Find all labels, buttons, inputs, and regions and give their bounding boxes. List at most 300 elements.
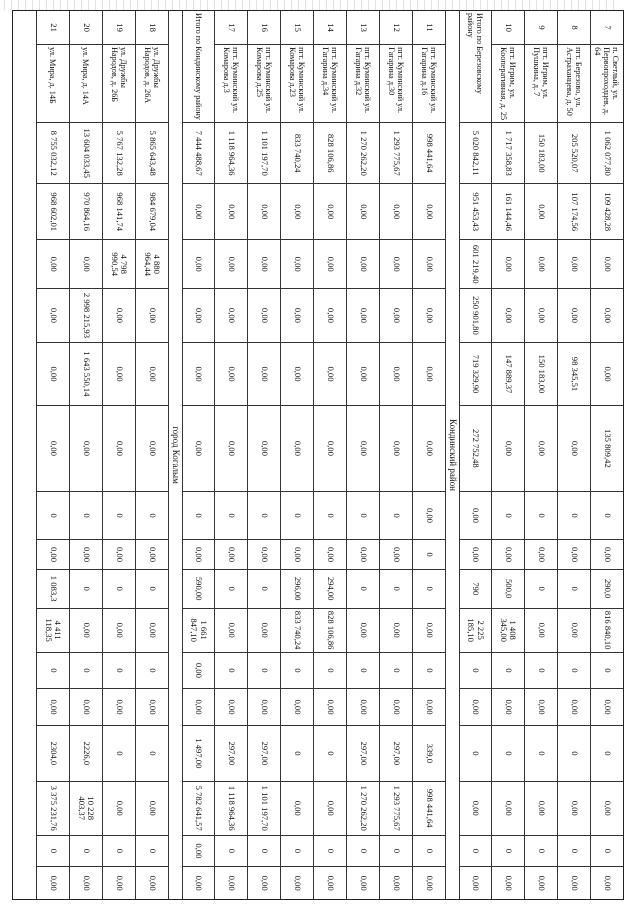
value-cell: 5 865 643,48: [136, 123, 168, 184]
row-number: 19: [103, 11, 135, 45]
value-cell: 0,00: [37, 343, 69, 406]
value-cell: 0: [460, 653, 491, 690]
value-cell: 0,00: [536, 875, 547, 891]
value-cell: 4 411 118,35: [37, 609, 69, 653]
value-cell: 0,00: [347, 184, 379, 240]
value-cell: 13 604 033,45: [70, 123, 102, 184]
value-cell: 98 345,51: [558, 343, 590, 406]
section-title: Кондинский район: [448, 419, 459, 491]
address-cell: пгт. Куминский ул. Гагарина д.16: [413, 45, 445, 123]
value-cell: 0: [314, 726, 346, 782]
value-cell: 0,00: [347, 609, 379, 653]
value-cell: 0: [103, 570, 135, 609]
value-cell: 10 228 403,37: [70, 782, 102, 836]
value-cell: 297,00: [380, 726, 412, 782]
table-row: [135, 11, 168, 899]
value-cell: 135 809,42: [591, 406, 623, 491]
value-cell: 0,00: [248, 343, 280, 406]
value-cell: 0,00: [347, 289, 379, 343]
row-number: 11: [413, 11, 445, 45]
table-row: [247, 11, 280, 899]
value-cell: 0: [70, 836, 102, 868]
value-cell: 0: [215, 570, 247, 609]
value-cell: 0,00: [183, 289, 214, 343]
row-number: 7: [591, 11, 623, 45]
value-cell: 0,00: [492, 289, 524, 343]
value-cell: 0: [492, 726, 524, 782]
value-cell: 0: [70, 653, 102, 690]
total-label: Итого по Кондинскому району: [183, 11, 214, 123]
value-cell: 0: [215, 836, 247, 868]
row-number: 10: [492, 11, 524, 45]
value-cell: 1 270 262,20: [347, 782, 379, 836]
value-cell: 0: [314, 653, 346, 690]
value-cell: 0,00: [591, 689, 623, 726]
value-cell: 0,00: [37, 289, 69, 343]
value-cell: 790: [460, 570, 491, 609]
value-cell: 0,00: [37, 540, 69, 569]
value-cell: 0,00: [347, 540, 379, 569]
value-cell: 0,00: [281, 782, 313, 836]
row-number: 8: [558, 11, 590, 45]
value-cell: 998 441,64: [413, 123, 445, 184]
value-cell: 0,00: [37, 406, 69, 491]
address-cell: пгт. Куминский ул. Комарова д.25: [248, 45, 280, 123]
address-cell: ул. Мира, д. 14А: [70, 45, 102, 123]
value-cell: 0: [314, 836, 346, 868]
value-cell: 0: [460, 726, 491, 782]
value-cell: 0,00: [424, 875, 435, 891]
value-cell: 1 101 197,70: [248, 782, 280, 836]
section-title: город Когалым: [171, 426, 182, 484]
value-cell: 0,00: [558, 609, 590, 653]
value-cell: 0: [248, 492, 280, 541]
table-row: [214, 11, 247, 899]
value-cell: 833 740,24: [281, 609, 313, 653]
value-cell: 0,00: [558, 406, 590, 491]
value-cell: 0,00: [147, 875, 158, 891]
value-cell: 0,00: [591, 343, 623, 406]
value-cell: 0,00: [591, 240, 623, 289]
value-cell: 0,00: [37, 240, 69, 289]
address-cell: пгт. Куминский ул. Гагарина д.32: [347, 45, 379, 123]
value-cell: 0,00: [525, 240, 557, 289]
value-cell: 0: [525, 570, 557, 609]
value-cell: 0,00: [215, 240, 247, 289]
value-cell: 0,00: [413, 240, 445, 289]
value-cell: 0,00: [525, 782, 557, 836]
value-cell: 0: [413, 570, 445, 609]
value-cell: 0,00: [413, 343, 445, 406]
value-cell: 5 782 641,57: [183, 782, 214, 836]
value-cell: 0: [314, 492, 346, 541]
total-label: Итого по Березовскому району: [460, 11, 491, 123]
value-cell: 0,00: [492, 689, 524, 726]
address-cell: п. Светлый, ул. Первопроходцев, д. 64: [591, 45, 623, 123]
value-cell: 0,00: [314, 782, 346, 836]
value-cell: 0: [591, 836, 623, 868]
row-number: 15: [281, 11, 313, 45]
value-cell: 0,00: [525, 689, 557, 726]
value-cell: 0,00: [136, 782, 168, 836]
value-cell: 109 428,28: [591, 184, 623, 240]
value-cell: 0,00: [136, 289, 168, 343]
value-cell: 0,00: [215, 609, 247, 653]
value-cell: 150 183,00: [525, 343, 557, 406]
value-cell: 0: [37, 492, 69, 541]
value-cell: 0,00: [215, 540, 247, 569]
value-cell: 0,00: [248, 184, 280, 240]
value-cell: 1 661 847,10: [183, 609, 214, 653]
value-cell: 7 444 488,67: [183, 123, 214, 184]
value-cell: 0,00: [471, 875, 482, 891]
value-cell: 0: [136, 836, 168, 868]
value-cell: 8 755 032,12: [37, 123, 69, 184]
value-cell: 0,00: [558, 689, 590, 726]
section-header-row: [168, 11, 182, 899]
value-cell: 107 174,56: [558, 184, 590, 240]
table-row: [557, 11, 590, 899]
value-cell: 0: [380, 836, 412, 868]
value-cell: 828 106,86: [314, 123, 346, 184]
value-cell: 0: [525, 492, 557, 541]
value-cell: 0,00: [281, 184, 313, 240]
value-cell: 4 880 964,44: [136, 240, 168, 289]
value-cell: 970 864,16: [70, 184, 102, 240]
value-cell: 1 717 358,83: [492, 123, 524, 184]
value-cell: 0,00: [413, 689, 445, 726]
value-cell: 0,00: [70, 609, 102, 653]
value-cell: 500,0: [492, 570, 524, 609]
value-cell: 0,00: [380, 609, 412, 653]
value-cell: 0,00: [136, 609, 168, 653]
value-cell: 0,00: [558, 240, 590, 289]
value-cell: 0,00: [136, 540, 168, 569]
value-cell: 0,00: [492, 782, 524, 836]
value-cell: 150 183,00: [525, 123, 557, 184]
value-cell: 0,00: [492, 540, 524, 569]
value-cell: 0: [37, 653, 69, 690]
value-cell: 294,00: [314, 570, 346, 609]
value-cell: 984 679,04: [136, 184, 168, 240]
value-cell: 0,00: [248, 289, 280, 343]
value-cell: 0: [525, 653, 557, 690]
value-cell: 0,00: [70, 540, 102, 569]
table-row: [412, 11, 445, 899]
rotated-table-wrapper: [12, 0, 624, 905]
value-cell: 1 293 775,67: [380, 782, 412, 836]
value-cell: 828 106,86: [314, 609, 346, 653]
value-cell: 0,00: [183, 240, 214, 289]
value-cell: 719 329,90: [460, 343, 491, 406]
value-cell: 0: [591, 726, 623, 782]
value-cell: 0: [413, 836, 445, 868]
row-number: 13: [347, 11, 379, 45]
value-cell: 0,00: [281, 406, 313, 491]
value-cell: 297,00: [215, 726, 247, 782]
value-cell: 0,00: [103, 609, 135, 653]
value-cell: 1 062 077,80: [591, 123, 623, 184]
value-cell: 339,0: [413, 726, 445, 782]
value-cell: 0,00: [183, 406, 214, 491]
value-cell: 601 219,40: [460, 240, 491, 289]
row-number: 14: [314, 11, 346, 45]
value-cell: 2 225 185,10: [460, 609, 491, 653]
value-cell: 0,00: [413, 609, 445, 653]
table-row: [590, 11, 623, 899]
value-cell: 1 643 550,14: [70, 343, 102, 406]
row-number: 20: [70, 11, 102, 45]
value-cell: 0,00: [347, 240, 379, 289]
value-cell: 5 767 132,28: [103, 123, 135, 184]
row-number: 9: [525, 11, 557, 45]
value-cell: 0,00: [558, 540, 590, 569]
value-cell: 0,00: [380, 689, 412, 726]
value-cell: 290,0: [591, 570, 623, 609]
value-cell: 0: [492, 836, 524, 868]
value-cell: 0: [103, 836, 135, 868]
value-cell: 0,00: [103, 540, 135, 569]
value-cell: 951 453,43: [460, 184, 491, 240]
value-cell: 0,00: [183, 184, 214, 240]
value-cell: 0,00: [70, 406, 102, 491]
value-cell: 968 141,74: [103, 184, 135, 240]
value-cell: 0,00: [215, 289, 247, 343]
value-cell: 0,00: [48, 875, 59, 891]
value-cell: 0,00: [215, 343, 247, 406]
value-cell: 0,00: [525, 609, 557, 653]
value-cell: 0,00: [413, 289, 445, 343]
value-cell: 0,00: [591, 289, 623, 343]
value-cell: 0: [591, 492, 623, 541]
margin-dotted-line: [0, 0, 614, 10]
table-row: [524, 11, 557, 899]
value-cell: 0,00: [525, 540, 557, 569]
value-cell: 0,00: [194, 875, 205, 891]
value-cell: 0: [136, 570, 168, 609]
value-cell: 1 118 964,36: [215, 123, 247, 184]
value-cell: 1 118 964,36: [215, 782, 247, 836]
value-cell: 0: [558, 653, 590, 690]
value-cell: 0,00: [136, 689, 168, 726]
value-cell: 0: [136, 726, 168, 782]
value-cell: 0: [136, 653, 168, 690]
value-cell: 0,00: [281, 343, 313, 406]
value-cell: 0,00: [314, 540, 346, 569]
value-cell: 0: [460, 836, 491, 868]
value-cell: 0,00: [248, 689, 280, 726]
value-cell: 0: [591, 653, 623, 690]
value-cell: 0,00: [325, 875, 336, 891]
value-cell: 0,00: [380, 540, 412, 569]
value-cell: 0,00: [492, 240, 524, 289]
section-header-row: [445, 11, 459, 899]
address-cell: пгт. Куминский ул. Комарова д.23: [281, 45, 313, 123]
value-cell: 0,00: [460, 689, 491, 726]
table-row: [313, 11, 346, 899]
value-cell: 0: [347, 653, 379, 690]
value-cell: 0: [380, 570, 412, 609]
value-cell: 998 441,64: [413, 782, 445, 836]
value-cell: 5 020 842,11: [460, 123, 491, 184]
address-cell: пгт. Куминский ул. Гагарина д.30: [380, 45, 412, 123]
value-cell: 0,00: [314, 689, 346, 726]
value-cell: 1 083,3: [37, 570, 69, 609]
address-cell: пгт. Куминский ул. Гагарина д.34: [314, 45, 346, 123]
value-cell: 205 520,07: [558, 123, 590, 184]
value-cell: 0,00: [460, 492, 491, 541]
value-cell: 0: [347, 836, 379, 868]
value-cell: 0,00: [281, 689, 313, 726]
value-cell: 0,00: [558, 782, 590, 836]
value-cell: 297,00: [248, 726, 280, 782]
value-cell: 0: [281, 836, 313, 868]
value-cell: 0,00: [183, 343, 214, 406]
value-cell: 0: [525, 726, 557, 782]
row-number: 12: [380, 11, 412, 45]
value-cell: 0,00: [460, 782, 491, 836]
value-cell: 3 375 231,76: [37, 782, 69, 836]
value-cell: 0: [558, 570, 590, 609]
value-cell: 833 740,24: [281, 123, 313, 184]
value-cell: 0,00: [314, 406, 346, 491]
value-cell: 296,00: [281, 570, 313, 609]
value-cell: 0,00: [391, 875, 402, 891]
address-cell: ул. Мира, д. 14Б: [37, 45, 69, 123]
total-row: [182, 11, 214, 899]
value-cell: 0,00: [103, 689, 135, 726]
value-cell: 4 798 990,54: [103, 240, 135, 289]
value-cell: 147 889,37: [492, 343, 524, 406]
value-cell: 0,00: [183, 540, 214, 569]
value-cell: 0,00: [413, 406, 445, 491]
value-cell: 0,00: [248, 406, 280, 491]
value-cell: 0,00: [525, 406, 557, 491]
value-cell: 0,00: [503, 875, 514, 891]
value-cell: 2 998 215,93: [70, 289, 102, 343]
value-cell: 0,00: [215, 406, 247, 491]
table-row: [102, 11, 135, 899]
table-row: [69, 11, 102, 899]
value-cell: 0,00: [380, 289, 412, 343]
value-cell: 0,00: [347, 343, 379, 406]
value-cell: 0: [215, 653, 247, 690]
table-row: [379, 11, 412, 899]
value-cell: 968 602,01: [37, 184, 69, 240]
address-cell: пгт. Игрим, ул. Пушкина, д. 7: [525, 45, 557, 123]
value-cell: 816 840,10: [591, 609, 623, 653]
value-cell: 0,00: [314, 184, 346, 240]
value-cell: 0,00: [380, 343, 412, 406]
value-cell: 0,00: [314, 343, 346, 406]
value-cell: 0,00: [248, 240, 280, 289]
value-cell: 0: [103, 492, 135, 541]
funding-table: [12, 10, 624, 900]
value-cell: 1 101 197,70: [248, 123, 280, 184]
value-cell: 0: [281, 653, 313, 690]
value-cell: 0,00: [103, 343, 135, 406]
value-cell: 0: [215, 492, 247, 541]
value-cell: 0: [183, 492, 214, 541]
value-cell: 0: [558, 836, 590, 868]
value-cell: 1 293 775,67: [380, 123, 412, 184]
value-cell: 0,00: [558, 289, 590, 343]
value-cell: 0,00: [591, 540, 623, 569]
value-cell: 0,00: [281, 240, 313, 289]
value-cell: 0: [492, 492, 524, 541]
value-cell: 0,00: [81, 875, 92, 891]
value-cell: 250 901,80: [460, 289, 491, 343]
value-cell: 0,00: [103, 289, 135, 343]
value-cell: 0: [70, 570, 102, 609]
value-cell: 0: [380, 653, 412, 690]
row-number: 18: [136, 11, 168, 45]
value-cell: 0,00: [226, 875, 237, 891]
value-cell: 0,00: [215, 184, 247, 240]
table-row: [346, 11, 379, 899]
value-cell: 0,00: [103, 406, 135, 491]
value-cell: 0,00: [358, 875, 369, 891]
value-cell: 1 270 262,20: [347, 123, 379, 184]
value-cell: 0,00: [103, 782, 135, 836]
table-row: [36, 11, 69, 899]
address-cell: ул. Дружбы Народов, д. 26Б: [103, 45, 135, 123]
value-cell: 0: [380, 492, 412, 541]
value-cell: 0,00: [347, 689, 379, 726]
value-cell: 0,00: [248, 540, 280, 569]
value-cell: 0,00: [70, 240, 102, 289]
address-cell: ул. Дружбы Народов, д. 26А: [136, 45, 168, 123]
value-cell: 0: [525, 836, 557, 868]
value-cell: 0,00: [259, 875, 270, 891]
value-cell: 0: [413, 540, 445, 569]
value-cell: 0,00: [525, 289, 557, 343]
value-cell: 0,00: [460, 540, 491, 569]
value-cell: 1 497,00: [183, 726, 214, 782]
value-cell: 0: [558, 726, 590, 782]
value-cell: 0,00: [248, 609, 280, 653]
value-cell: 0,00: [183, 836, 214, 868]
value-cell: 0,00: [602, 875, 613, 891]
value-cell: 0,00: [136, 406, 168, 491]
value-cell: 0,00: [183, 653, 214, 690]
value-cell: 0: [103, 653, 135, 690]
value-cell: 0,00: [413, 492, 445, 541]
value-cell: 0,00: [314, 289, 346, 343]
row-number: 17: [215, 11, 247, 45]
value-cell: 0,00: [380, 184, 412, 240]
value-cell: 0: [492, 653, 524, 690]
address-cell: пгт. Игрим, ул. Кооперативная, д. 25: [492, 45, 524, 123]
value-cell: 2304,0: [37, 726, 69, 782]
value-cell: 0: [70, 492, 102, 541]
value-cell: 272 752,48: [460, 406, 491, 491]
value-cell: 0,00: [215, 689, 247, 726]
value-cell: 0,00: [70, 689, 102, 726]
value-cell: 0: [281, 726, 313, 782]
row-number: 16: [248, 11, 280, 45]
value-cell: 0,00: [380, 406, 412, 491]
row-number: 21: [37, 11, 69, 45]
value-cell: 0: [248, 653, 280, 690]
value-cell: 0,00: [347, 406, 379, 491]
table-row: [280, 11, 313, 899]
total-row: [459, 11, 491, 899]
value-cell: 297,00: [347, 726, 379, 782]
value-cell: 0,00: [591, 782, 623, 836]
value-cell: 0: [136, 492, 168, 541]
value-cell: 0: [103, 726, 135, 782]
